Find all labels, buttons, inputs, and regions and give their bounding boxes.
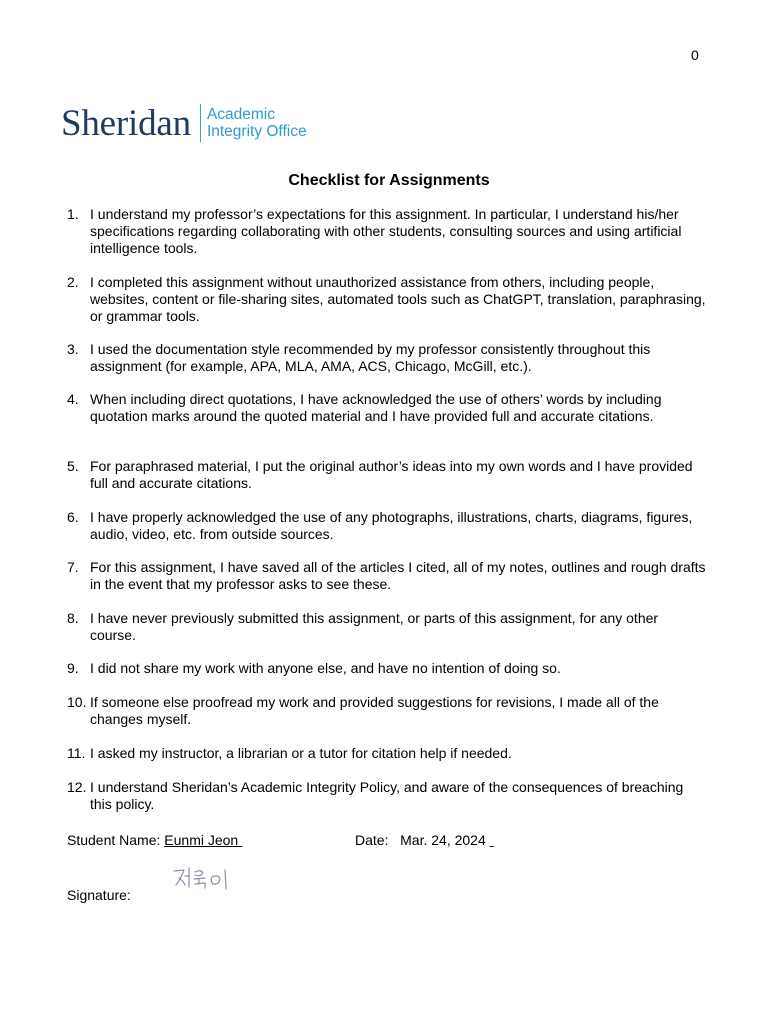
- item-text: I used the documentation style recommended by my professor consistently throughout this assignment (for example, APA, MLA, AMA, ACS, Chicago, McGill, etc.).: [90, 341, 651, 374]
- item-text: I understand Sheridan’s Academic Integrity Policy, and aware of the consequences of breaching this policy.: [90, 779, 684, 812]
- item-number: 8.: [67, 610, 79, 626]
- student-name-value: [164, 832, 242, 848]
- item-number: 1.: [67, 206, 79, 222]
- student-name-label: Student Name:: [67, 832, 161, 848]
- checklist-item: [67, 660, 707, 677]
- handwritten-signature: [170, 865, 240, 895]
- checklist-item: [67, 391, 707, 425]
- page-title: Checklist for Assignments: [288, 172, 490, 189]
- item-number: 12.: [67, 779, 87, 795]
- checklist-item: [67, 779, 707, 813]
- item-number: 9.: [67, 660, 79, 676]
- checklist-item: [67, 509, 707, 543]
- item-text: If someone else proofread my work and provided suggestions for revisions, I made all of the changes myself.: [90, 694, 659, 727]
- logo-divider: [200, 104, 201, 142]
- item-number: 6.: [67, 509, 79, 525]
- item-number: 3.: [67, 341, 79, 357]
- item-number: 4.: [67, 391, 79, 407]
- date-label: Date:: [355, 832, 389, 848]
- signature-label: Signature:: [67, 887, 131, 903]
- item-text: When including direct quotations, I have acknowledged the use of others’ words by including quotation marks around the quoted material and I have provided full and accurate citations.: [90, 391, 662, 424]
- item-text: I have never previously submitted this assignment, or parts of this assignment, for any other course.: [90, 610, 659, 643]
- date-value: Mar. 24, 2024: [400, 832, 486, 848]
- item-text: For this assignment, I have saved all of the articles I cited, all of my notes, outlines and rough drafts in the event that my professor asks to see these.: [90, 559, 706, 592]
- student-name-text: Eunmi Jeon: [164, 832, 239, 848]
- item-text: I completed this assignment without unauthorized assistance from others, including people, websites, content or file-sharing sites, automated tools such as ChatGPT, translation, paraphrasing, or grammar tools.: [90, 274, 706, 324]
- checklist-item: [67, 341, 707, 375]
- student-name-row: [67, 832, 242, 849]
- item-text: I did not share my work with anyone else, and have no intention of doing so.: [90, 660, 561, 676]
- logo-subtitle: [207, 106, 307, 140]
- checklist-item: [67, 694, 707, 728]
- checklist-item: [67, 745, 707, 762]
- logo-subtitle-line2: Integrity Office: [206, 123, 307, 140]
- date-row: [355, 832, 494, 849]
- item-number: 7.: [67, 559, 79, 575]
- checklist-item: [67, 458, 707, 492]
- checklist-item: [67, 206, 707, 257]
- page-number: 0: [691, 47, 699, 63]
- item-number: 10.: [67, 694, 87, 710]
- logo-wordmark: Sheridan: [61, 102, 191, 144]
- logo-subtitle-line1: Academic: [206, 106, 275, 123]
- item-number: 5.: [67, 458, 79, 474]
- item-number: 2.: [67, 274, 79, 290]
- date-underline: [490, 832, 494, 848]
- checklist-item: [67, 610, 707, 644]
- item-text: For paraphrased material, I put the original author’s ideas into my own words and I have provided full and accurate citations.: [90, 458, 693, 491]
- sheridan-logo: [61, 103, 307, 143]
- checklist-item: [67, 559, 707, 593]
- item-text: I understand my professor’s expectations for this assignment. In particular, I understand his/her specifications regarding collaborating with other students, consulting sources and using artificial intelligence tools.: [90, 206, 682, 256]
- item-number: 11.: [67, 745, 86, 761]
- item-text: I have properly acknowledged the use of any photographs, illustrations, charts, diagrams, figures, audio, video, etc. from outside sources.: [90, 509, 693, 542]
- item-text: I asked my instructor, a librarian or a tutor for citation help if needed.: [90, 745, 512, 761]
- checklist-item: [67, 274, 707, 325]
